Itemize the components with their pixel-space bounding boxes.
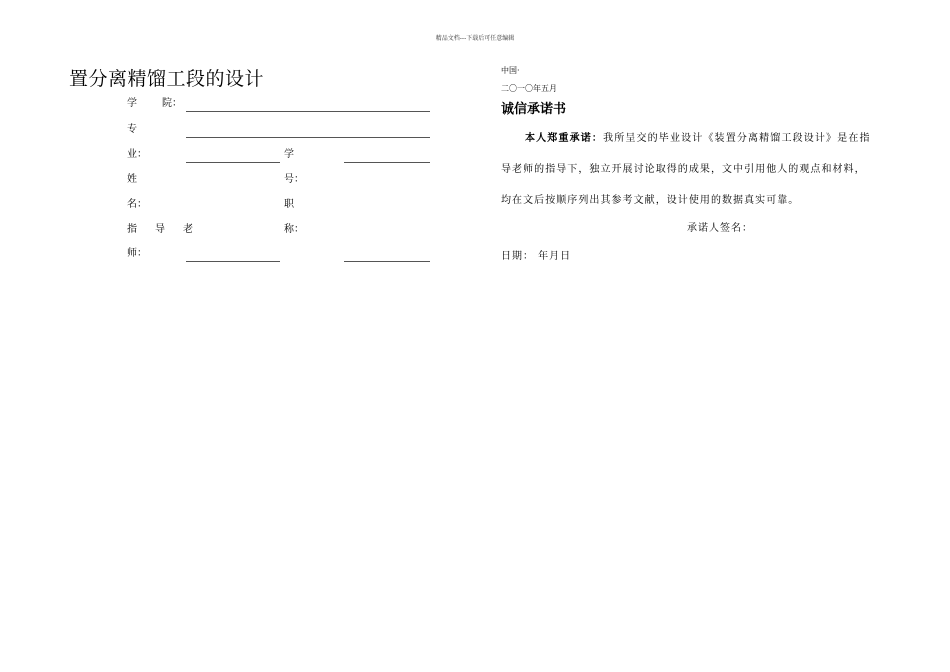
title-rank-label-2: 称： [284,224,304,235]
name-underline [186,162,280,163]
major-label-2: 业： [127,149,147,160]
advisor-underline [186,261,280,262]
name-label-2: 名： [127,199,147,210]
pledge-date-label: 日期： 年月日 [501,251,572,262]
title-rank-underline [344,261,430,262]
date-line: 二〇一〇年五月 [501,84,557,93]
major-label-1: 专 [127,124,137,135]
signature-label: 承诺人签名： [687,223,753,234]
student-id-label-2: 号： [284,174,304,185]
college-label-1: 学 [127,98,137,109]
title-rank-label-1: 职 [284,199,294,210]
document-title: 置分离精馏工段的设计 [69,68,265,90]
country-text: 中国· [501,66,520,75]
pledge-paragraph-line-2: 导老师的指导下，独立开展讨论取得的成果，文中引用他人的观点和材料， [501,164,866,175]
college-underline [186,111,430,112]
pledge-paragraph-line-3: 均在文后按顺序列出其参考文献，设计使用的数据真实可靠。 [501,195,800,206]
student-id-label-1: 学 [284,149,294,160]
college-label-2: 院： [162,98,182,109]
major-underline [186,137,430,138]
student-id-underline [344,162,430,163]
advisor-label-1: 指 导 老 [127,224,197,235]
pledge-title: 诚信承诺书 [501,102,567,117]
advisor-label-2: 师： [127,248,147,259]
pledge-lead: 本人郑重承诺： [525,133,604,144]
page-header: 精品文档---下载后可任意编辑 [435,35,515,42]
name-label-1: 姓 [127,174,137,185]
pledge-paragraph-line-1 [525,129,871,144]
pledge-line-1-text: 我所呈交的毕业设计《装置分离精馏工段设计》是在指 [603,133,871,144]
